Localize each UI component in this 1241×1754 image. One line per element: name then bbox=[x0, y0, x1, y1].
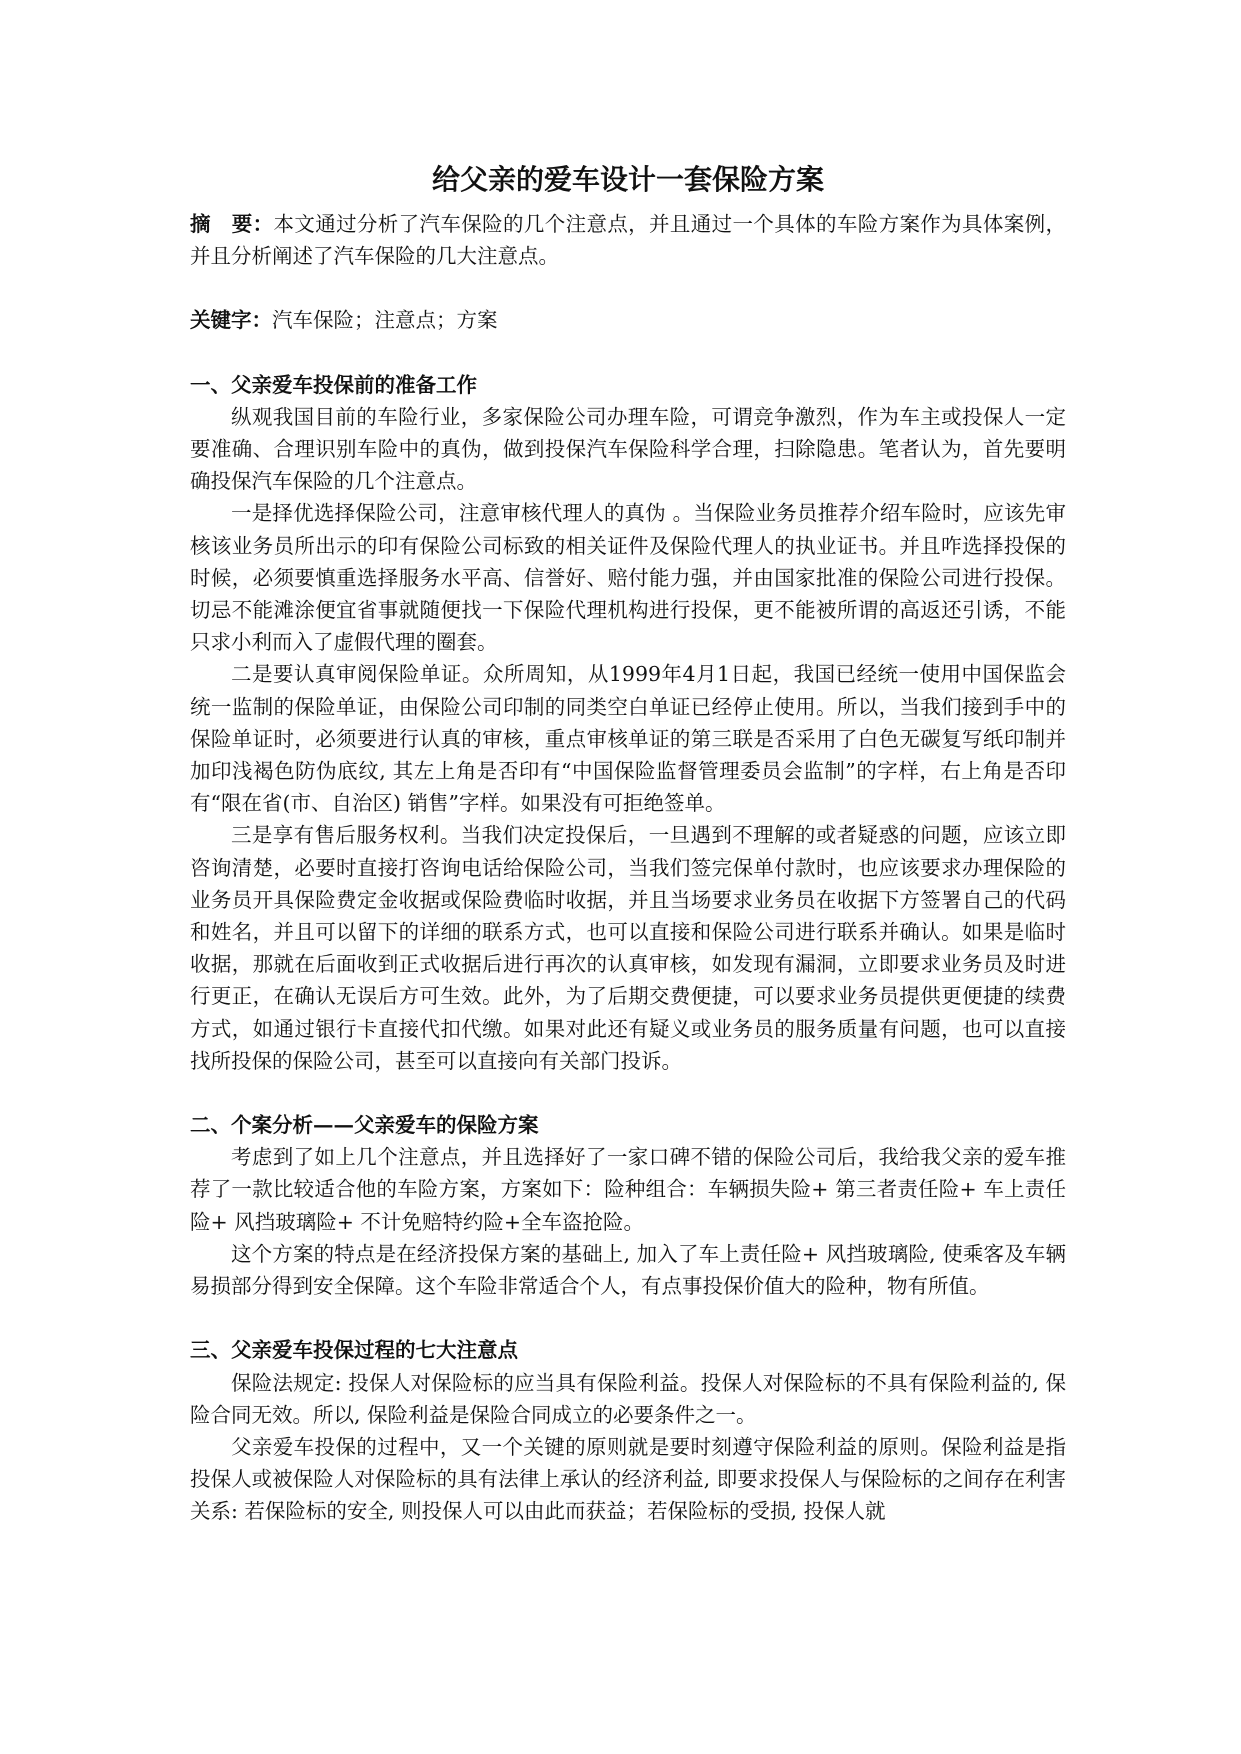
section-1-paragraph: 一是择优选择保险公司，注意审核代理人的真伪 。当保险业务员推荐介绍车险时，应该先审核该业务员所出示的印有保险公司标致的相关证件及保险代理人的执业证书。并且咋选择投保的时候，必须要慎重选择服务水平高、信誉好、赔付能力强，并由国家批准的保险公司进行投保。切忌不能滩涂便宜省事就随便找一下保险代理机构进行投保，更不能被所谓的高返还引诱，不能只求小利而入了虚假代理的圈套。 bbox=[190, 501, 1066, 655]
section-1-paragraph: 三是享有售后服务权利。当我们决定投保后，一旦遇到不理解的或者疑惑的问题，应该立即咨询清楚，必要时直接打咨询电话给保险公司，当我们签完保单付款时，也应该要求办理保险的业务员开具保险费定金收据或保险费临时收据，并且当场要求业务员在收据下方签署自己的代码和姓名，并且可以留下的详细的联系方式，也可以直接和保险公司进行联系并确认。如果是临时收据，那就在后面收到正式收据后进行再次的认真审核，如发现有漏洞，立即要求业务员及时进行更正，在确认无误后方可生效。此外，为了后期交费便捷，可以要求业务员提供更便捷的续费方式，如通过银行卡直接代扣代缴。如果对此还有疑义或业务员的服务质量有问题，也可以直接找所投保的保险公司，甚至可以直接向有关部门投诉。 bbox=[190, 823, 1066, 1073]
section-3-paragraph: 保险法规定: 投保人对保险标的应当具有保险利益。投保人对保险标的不具有保险利益的, 保险合同无效。所以, 保险利益是保险合同成立的必要条件之一。 bbox=[190, 1370, 1066, 1427]
abstract-label: 摘 要： bbox=[190, 212, 274, 236]
section-heading-1: 一、父亲爱车投保前的准备工作 bbox=[190, 372, 477, 397]
document-page bbox=[190, 160, 1066, 1528]
section-1-paragraph: 纵观我国目前的车险行业，多家保险公司办理车险，可谓竞争激烈，作为车主或投保人一定要准确、合理识别车险中的真伪，做到投保汽车保险科学合理，扫除隐患。笔者认为，首先要明确投保汽车保险的几个注意点。 bbox=[190, 404, 1066, 494]
spacer bbox=[190, 272, 1066, 304]
section-2-paragraph: 这个方案的特点是在经济投保方案的基础上, 加入了车上责任险+ 风挡玻璃险, 使乘客及车辆易损部分得到安全保障。这个车险非常适合个人，有点事投保价值大的险种，物有所值。 bbox=[190, 1241, 1066, 1299]
section-1-paragraph: 二是要认真审阅保险单证。众所周知，从1999年4月1日起，我国已经统一使用中国保监会统一监制的保险单证，由保险公司印制的同类空白单证已经停止使用。所以，当我们接到手中的保险单证时，必须要进行认真的审核，重点审核单证的第三联是否采用了白色无碳复写纸印制并加印浅褐色防伪底纹, 其左上角是否印有“中国保险监督管理委员会监制”的字样，右上角是否印有“限在省(市、自治区) 销售”字样。如果没有可拒绝签单。 bbox=[190, 662, 1066, 816]
section-3-paragraph: 父亲爱车投保的过程中，又一个关键的原则就是要时刻遵守保险利益的原则。保险利益是指投保人或被保险人对保险标的具有法律上承认的经济利益, 即要求投保人与保险标的之间存在利害关系: 若保险标的安全, 则投保人可以由此而获益；若保险标的受损, 投保人就 bbox=[190, 1434, 1066, 1524]
spacer bbox=[190, 1077, 1066, 1109]
abstract bbox=[190, 208, 1066, 272]
section-heading-2: 二、个案分析——父亲爱车的保险方案 bbox=[190, 1113, 539, 1138]
keywords-text: 汽车保险；注意点；方案 bbox=[272, 308, 498, 333]
abstract-text: 本文通过分析了汽车保险的几个注意点，并且通过一个具体的车险方案作为具体案例，并且分析阐述了汽车保险的几大注意点。 bbox=[190, 212, 1067, 269]
keywords-label: 关键字： bbox=[190, 308, 272, 333]
keywords bbox=[190, 304, 1066, 336]
section-heading-3: 三、父亲爱车投保过程的七大注意点 bbox=[190, 1338, 518, 1363]
spacer bbox=[190, 1302, 1066, 1334]
document-title: 给父亲的爱车设计一套保险方案 bbox=[431, 163, 824, 196]
section-2-paragraph: 考虑到了如上几个注意点，并且选择好了一家口碑不错的保险公司后，我给我父亲的爱车推荐了一款比较适合他的车险方案，方案如下：险种组合：车辆损失险+ 第三者责任险+ 车上责任险+ 风挡玻璃险+ 不计免赔特约险+全车盗抢险。 bbox=[190, 1145, 1066, 1234]
spacer bbox=[190, 337, 1066, 369]
